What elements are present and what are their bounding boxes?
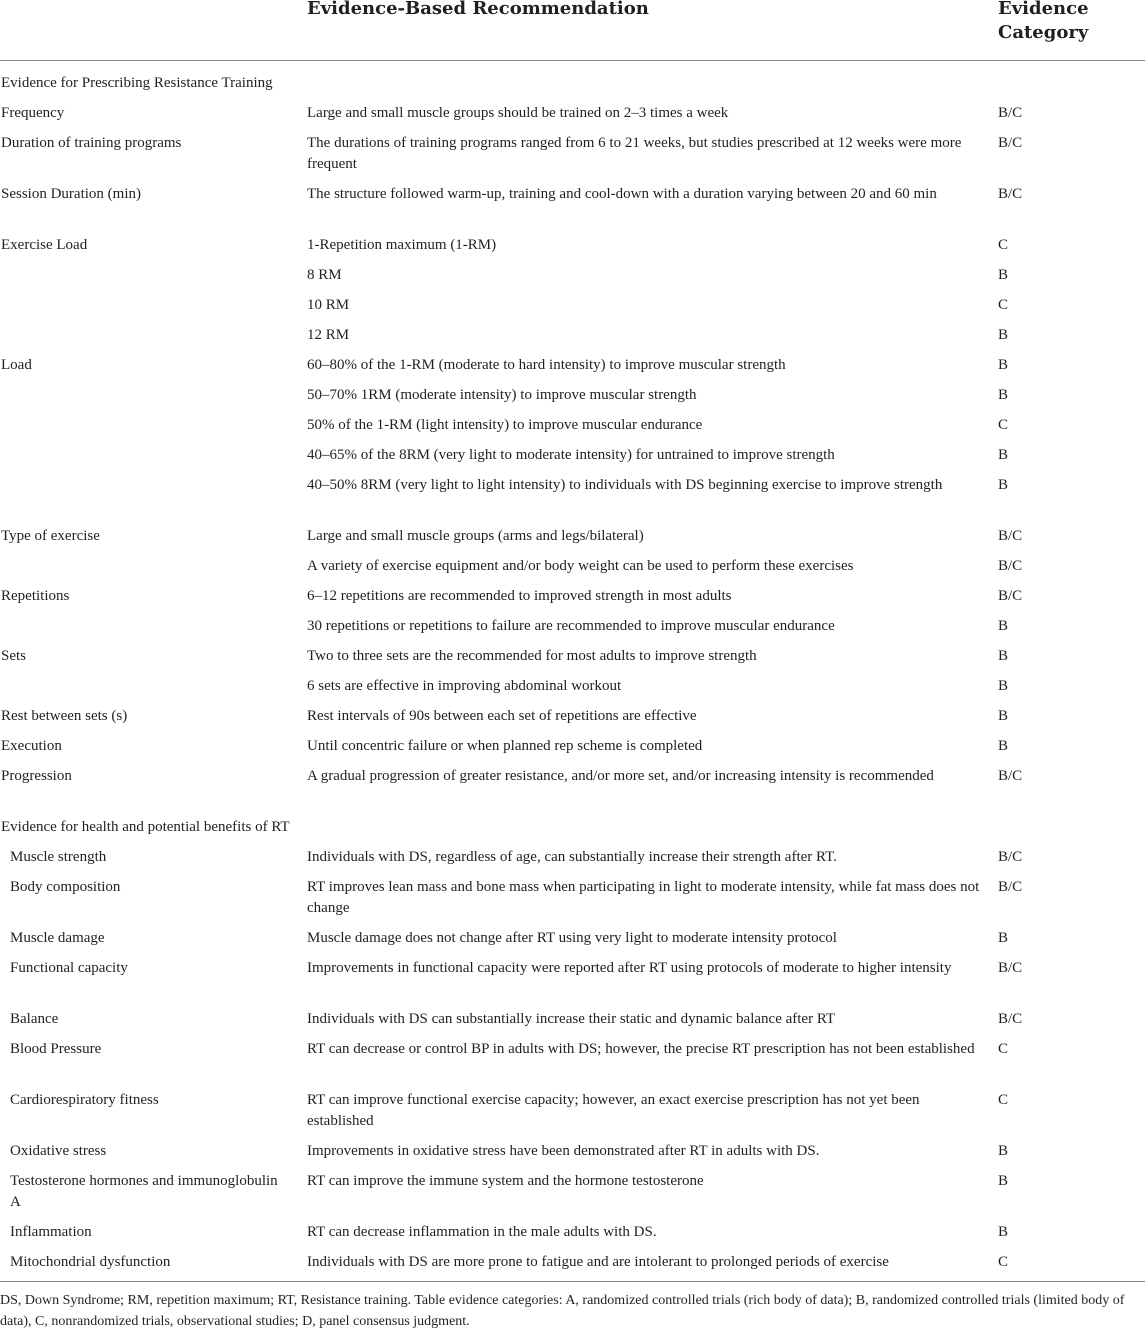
- row-recommendation: RT can decrease inflammation in the male adults with DS.: [307, 1224, 657, 1240]
- table-row: [0, 526, 1145, 556]
- row-evidence-category: B: [998, 930, 1009, 946]
- row-evidence-category: B/C: [998, 558, 1023, 574]
- row-recommendation: Large and small muscle groups (arms and legs/bilateral): [307, 528, 644, 544]
- header-category-line2: Category: [998, 22, 1089, 43]
- section-heading: [0, 817, 1145, 847]
- row-recommendation: Two to three sets are the recommended for most adults to improve strength: [307, 648, 757, 664]
- section-heading: [0, 73, 1145, 103]
- table-row: [0, 325, 1145, 355]
- row-recommendation: RT can decrease or control BP in adults with DS; however, the precise RT prescription has not been established: [307, 1041, 975, 1057]
- row-evidence-category: B: [998, 678, 1009, 694]
- row-recommendation: Rest intervals of 90s between each set of repetitions are effective: [307, 708, 697, 724]
- row-evidence-category: B/C: [998, 588, 1023, 604]
- row-label: Sets: [1, 648, 27, 664]
- row-label: Functional capacity: [10, 960, 128, 976]
- table-row: [0, 133, 1145, 184]
- row-evidence-category: B: [998, 648, 1009, 664]
- row-evidence-category: B/C: [998, 960, 1023, 976]
- row-recommendation: 60–80% of the 1-RM (moderate to hard intensity) to improve muscular strength: [307, 357, 786, 373]
- row-label: Rest between sets (s): [1, 708, 128, 724]
- row-evidence-category: B: [998, 708, 1009, 724]
- row-recommendation: Large and small muscle groups should be trained on 2–3 times a week: [307, 105, 729, 121]
- row-evidence-category: B/C: [998, 849, 1023, 865]
- table-row: [0, 586, 1145, 616]
- row-recommendation: RT improves lean mass and bone mass when participating in light to moderate intensity, while fat mass does not change: [307, 879, 980, 916]
- header-recommendation: Evidence-Based Recommendation: [307, 0, 649, 19]
- header-category-line1: Evidence: [998, 0, 1089, 19]
- row-label: Balance: [10, 1011, 59, 1027]
- row-recommendation: 6–12 repetitions are recommended to improved strength in most adults: [307, 588, 732, 604]
- row-evidence-category: B/C: [998, 528, 1023, 544]
- row-recommendation: 12 RM: [307, 327, 350, 343]
- table-row: [0, 1039, 1145, 1090]
- row-evidence-category: C: [998, 1092, 1009, 1108]
- table-row: [0, 928, 1145, 958]
- row-label: Execution: [1, 738, 62, 754]
- row-label: Body composition: [10, 879, 121, 895]
- section-label: Evidence for health and potential benefits of RT: [1, 819, 290, 835]
- row-label: Progression: [1, 768, 72, 784]
- row-label: Muscle damage: [10, 930, 105, 946]
- row-label: Muscle strength: [10, 849, 107, 865]
- row-evidence-category: B/C: [998, 879, 1023, 895]
- table-row: [0, 706, 1145, 736]
- row-label: Exercise Load: [1, 237, 88, 253]
- table-row: [0, 1171, 1145, 1222]
- table-row: [0, 265, 1145, 295]
- row-evidence-category: B: [998, 618, 1009, 634]
- row-label: Testosterone hormones and immunoglobulin A: [10, 1173, 278, 1210]
- row-evidence-category: B: [998, 477, 1009, 493]
- row-recommendation: Individuals with DS can substantially increase their static and dynamic balance after RT: [307, 1011, 836, 1027]
- row-evidence-category: B/C: [998, 186, 1023, 202]
- row-evidence-category: B: [998, 738, 1009, 754]
- row-recommendation: Individuals with DS are more prone to fatigue and are intolerant to prolonged periods of exercise: [307, 1254, 889, 1270]
- table-row: [0, 646, 1145, 676]
- table-footnote: [0, 1281, 1145, 1332]
- table-row: [0, 1090, 1145, 1141]
- row-label: Frequency: [1, 105, 65, 121]
- row-label: Load: [1, 357, 32, 373]
- header-evidence-category: [998, 0, 1138, 45]
- table-row: [0, 1141, 1145, 1171]
- row-evidence-category: C: [998, 297, 1009, 313]
- row-recommendation: 50–70% 1RM (moderate intensity) to improve muscular strength: [307, 387, 697, 403]
- row-label: Repetitions: [1, 588, 70, 604]
- row-recommendation: 50% of the 1-RM (light intensity) to improve muscular endurance: [307, 417, 703, 433]
- row-label: Oxidative stress: [10, 1143, 107, 1159]
- row-recommendation: RT can improve the immune system and the hormone testosterone: [307, 1173, 704, 1189]
- row-recommendation: 40–65% of the 8RM (very light to moderate intensity) for untrained to improve strength: [307, 447, 835, 463]
- row-evidence-category: C: [998, 237, 1009, 253]
- row-evidence-category: B/C: [998, 105, 1023, 121]
- table-row: [0, 847, 1145, 877]
- row-evidence-category: B: [998, 1224, 1009, 1240]
- row-recommendation: A gradual progression of greater resistance, and/or more set, and/or increasing intensity is recommended: [307, 768, 934, 784]
- table-row: [0, 877, 1145, 928]
- table-row: [0, 1222, 1145, 1252]
- row-recommendation: RT can improve functional exercise capacity; however, an exact exercise prescription has not yet been established: [307, 1092, 920, 1129]
- table-row: [0, 103, 1145, 133]
- table-row: [0, 415, 1145, 445]
- row-label: Session Duration (min): [1, 186, 141, 202]
- row-label: Cardiorespiratory fitness: [10, 1092, 159, 1108]
- row-recommendation: A variety of exercise equipment and/or body weight can be used to perform these exercises: [307, 558, 854, 574]
- row-label: Type of exercise: [1, 528, 100, 544]
- row-evidence-category: B: [998, 447, 1009, 463]
- table-row: [0, 385, 1145, 415]
- table-header: [0, 0, 1145, 61]
- row-evidence-category: B: [998, 1143, 1009, 1159]
- row-recommendation: 1-Repetition maximum (1-RM): [307, 237, 497, 253]
- row-evidence-category: C: [998, 417, 1009, 433]
- row-evidence-category: B/C: [998, 768, 1023, 784]
- row-evidence-category: B: [998, 387, 1009, 403]
- table-row: [0, 676, 1145, 706]
- table-row: [0, 235, 1145, 265]
- row-evidence-category: B: [998, 357, 1009, 373]
- row-label: Inflammation: [10, 1224, 92, 1240]
- row-evidence-category: B/C: [998, 135, 1023, 151]
- table-row: [0, 958, 1145, 1009]
- row-evidence-category: C: [998, 1254, 1009, 1270]
- row-recommendation: Individuals with DS, regardless of age, can substantially increase their strength after RT.: [307, 849, 837, 865]
- table-row: [0, 556, 1145, 586]
- row-evidence-category: B: [998, 1173, 1009, 1189]
- row-recommendation: Muscle damage does not change after RT using very light to moderate intensity protocol: [307, 930, 837, 946]
- row-evidence-category: B: [998, 267, 1009, 283]
- row-recommendation: Until concentric failure or when planned rep scheme is completed: [307, 738, 703, 754]
- row-recommendation: 30 repetitions or repetitions to failure are recommended to improve muscular endurance: [307, 618, 835, 634]
- row-recommendation: 8 RM: [307, 267, 342, 283]
- row-recommendation: Improvements in functional capacity were reported after RT using protocols of moderate to higher intensity: [307, 960, 952, 976]
- row-evidence-category: B/C: [998, 1011, 1023, 1027]
- row-recommendation: The durations of training programs ranged from 6 to 21 weeks, but studies prescribed at 12 weeks were more frequent: [307, 135, 962, 172]
- row-recommendation: 6 sets are effective in improving abdominal workout: [307, 678, 622, 694]
- table-row: [0, 295, 1145, 325]
- row-evidence-category: C: [998, 1041, 1009, 1057]
- table-row: [0, 736, 1145, 766]
- row-recommendation: 40–50% 8RM (very light to light intensity) to individuals with DS beginning exercise to improve strength: [307, 477, 943, 493]
- section-label: Evidence for Prescribing Resistance Training: [1, 75, 273, 91]
- table-row: [0, 445, 1145, 475]
- table-row: [0, 184, 1145, 235]
- table-row: [0, 355, 1145, 385]
- row-recommendation: The structure followed warm-up, training and cool-down with a duration varying between 20 and 60 min: [307, 186, 937, 202]
- table-row: [0, 766, 1145, 817]
- row-recommendation: Improvements in oxidative stress have been demonstrated after RT in adults with DS.: [307, 1143, 820, 1159]
- row-label: Mitochondrial dysfunction: [10, 1254, 171, 1270]
- row-evidence-category: B: [998, 327, 1009, 343]
- row-label: Duration of training programs: [1, 135, 182, 151]
- table-body: [0, 73, 1145, 1303]
- table-row: [0, 616, 1145, 646]
- table-row: [0, 475, 1145, 526]
- row-recommendation: 10 RM: [307, 297, 350, 313]
- footnote-text: DS, Down Syndrome; RM, repetition maximum; RT, Resistance training. Table evidence categories: A, randomized controlled trials (rich body of data); B, randomized controlled trials (limited body of data), C, nonrandomized trials, observational studies; D, panel consensus judgment.: [0, 1293, 1125, 1329]
- table-row: [0, 1009, 1145, 1039]
- row-label: Blood Pressure: [10, 1041, 102, 1057]
